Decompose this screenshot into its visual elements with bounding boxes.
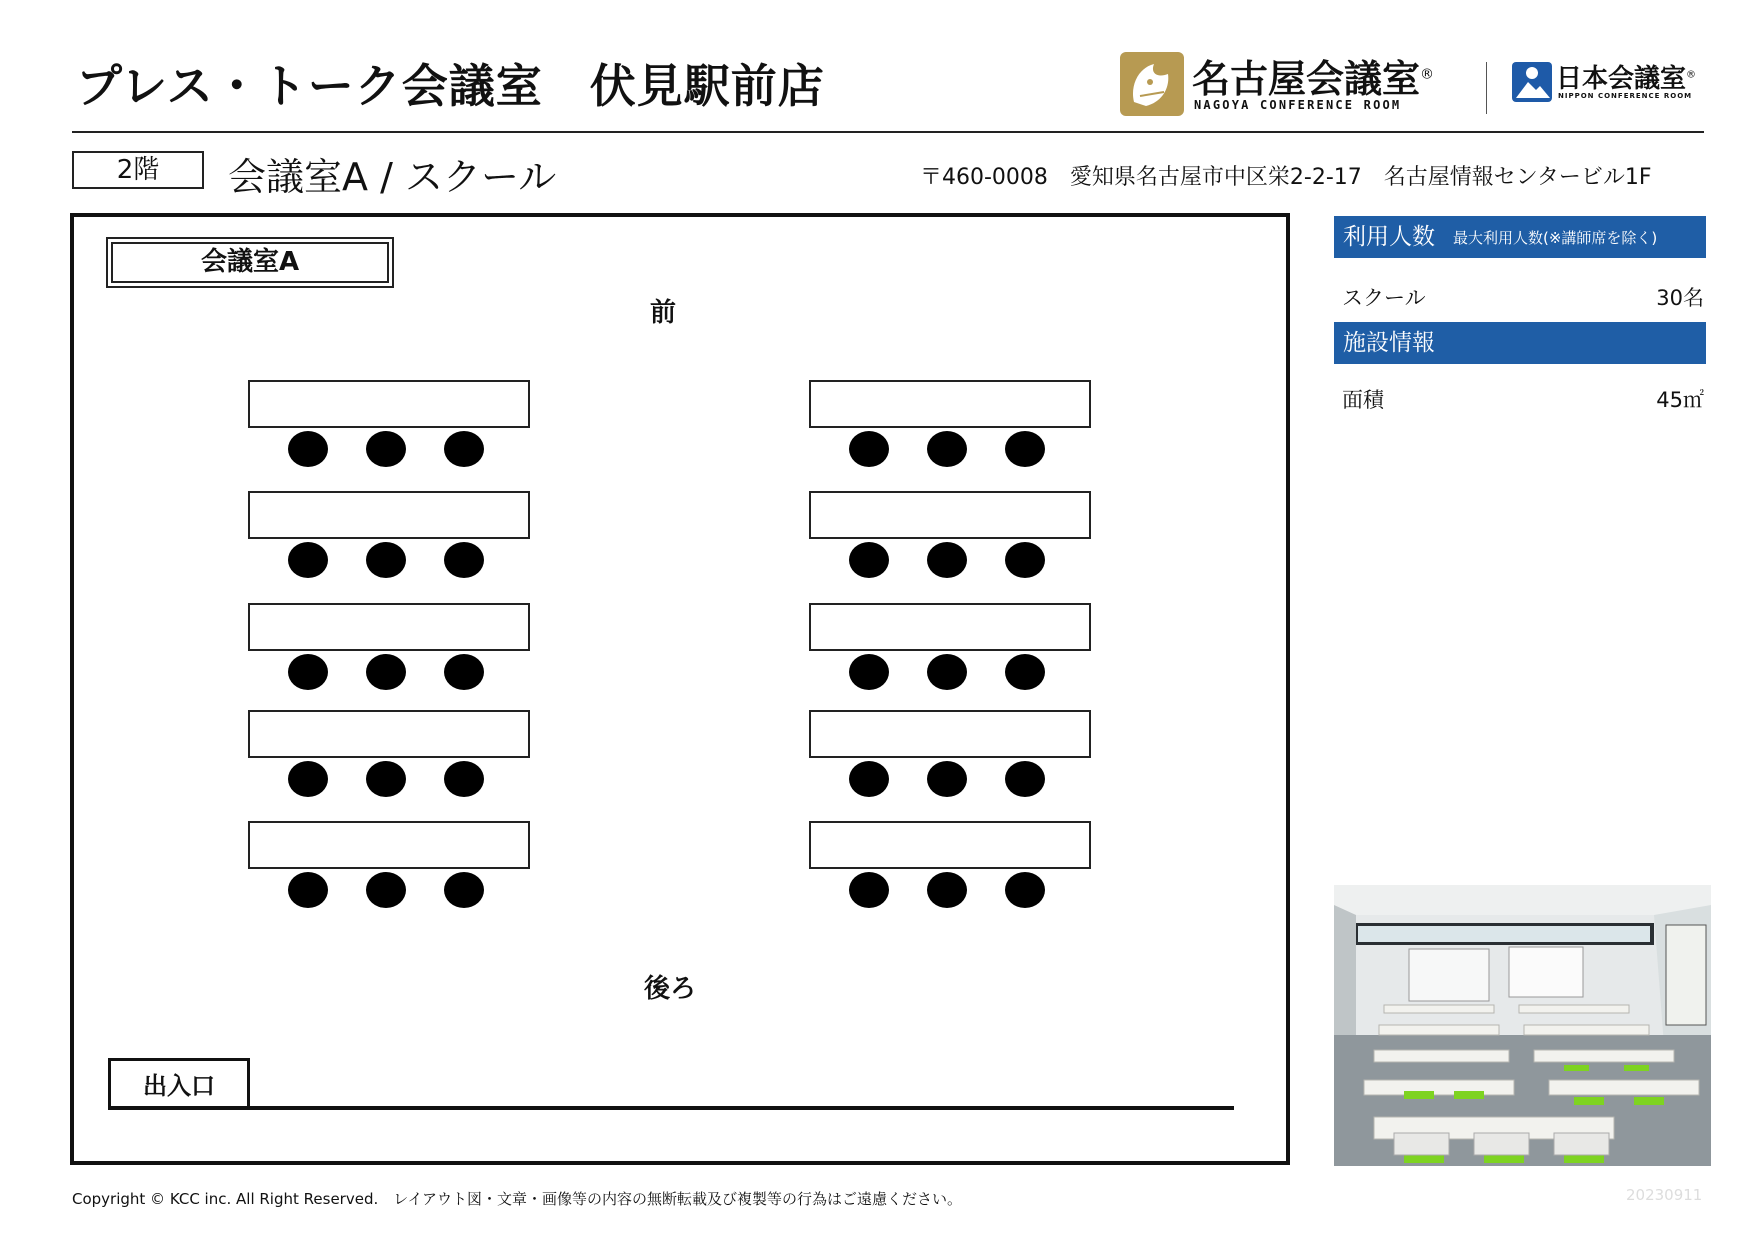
- copyright-notice: Copyright © KCC inc. All Right Reserved. レイアウト図・文章・画像等の内容の無断転載及び複製等の行為はご遠慮ください。: [72, 1190, 963, 1208]
- chair: [366, 431, 406, 467]
- nippon-conference-room-logo: [1512, 60, 1712, 108]
- chair: [1005, 761, 1045, 797]
- chair: [1005, 872, 1045, 908]
- chair: [444, 761, 484, 797]
- nagoya-logo-subtitle: NAGOYA CONFERENCE ROOM: [1194, 98, 1402, 112]
- chair: [288, 872, 328, 908]
- logo-divider: [1486, 62, 1487, 114]
- desk: [809, 491, 1091, 539]
- document-date: 20230911: [1626, 1186, 1703, 1204]
- chair: [1005, 431, 1045, 467]
- desk: [809, 380, 1091, 428]
- area-value: 45㎡: [1656, 388, 1704, 412]
- chair: [288, 431, 328, 467]
- chair: [849, 654, 889, 690]
- back-label: 後ろ: [644, 974, 697, 1004]
- room-photo: [1334, 885, 1711, 1166]
- desk: [248, 380, 530, 428]
- capacity-value: 30名: [1656, 286, 1704, 310]
- desk: [809, 710, 1091, 758]
- facility-header-label: 施設情報: [1343, 330, 1435, 356]
- chair: [366, 542, 406, 578]
- floor-plan: [70, 213, 1290, 1165]
- chair: [366, 872, 406, 908]
- desk: [809, 821, 1091, 869]
- chair: [1005, 542, 1045, 578]
- chair: [366, 761, 406, 797]
- entrance-wall: [108, 1106, 1234, 1110]
- chair: [849, 761, 889, 797]
- chair: [927, 654, 967, 690]
- chair: [927, 761, 967, 797]
- desk: [809, 603, 1091, 651]
- mountain-logo-icon: [1512, 62, 1552, 102]
- chair: [849, 542, 889, 578]
- desk: [248, 710, 530, 758]
- capacity-note: 最大利用人数(※講師席を除く): [1453, 229, 1658, 247]
- chair: [927, 872, 967, 908]
- area-label: 面積: [1342, 388, 1384, 412]
- chair: [849, 872, 889, 908]
- nippon-logo-name: 日本会議室®: [1556, 64, 1697, 94]
- nagoya-conference-room-logo: [1120, 52, 1460, 118]
- desk: [248, 603, 530, 651]
- page-title: プレス・トーク会議室 伏見駅前店: [76, 59, 825, 113]
- chair: [288, 761, 328, 797]
- chair: [444, 542, 484, 578]
- chair: [444, 431, 484, 467]
- header-divider: [72, 131, 1704, 133]
- capacity-header-label: 利用人数: [1343, 224, 1435, 250]
- chair: [927, 542, 967, 578]
- room-name-label: 会議室A: [111, 242, 389, 283]
- front-label: 前: [650, 298, 677, 328]
- room-title: 会議室A / スクール: [228, 155, 557, 199]
- facility-header: [1334, 322, 1706, 364]
- chair: [288, 654, 328, 690]
- capacity-header: [1334, 216, 1706, 258]
- chair: [1005, 654, 1045, 690]
- capacity-label: スクール: [1342, 286, 1426, 310]
- desk: [248, 821, 530, 869]
- desk: [248, 491, 530, 539]
- chair: [288, 542, 328, 578]
- chair: [444, 654, 484, 690]
- nippon-logo-subtitle: NIPPON CONFERENCE ROOM: [1558, 92, 1693, 100]
- chair: [444, 872, 484, 908]
- chair: [366, 654, 406, 690]
- shachi-logo-icon: [1120, 52, 1184, 116]
- chair: [849, 431, 889, 467]
- room-name-plate: [106, 237, 394, 288]
- floor-badge: 2階: [72, 151, 204, 189]
- entrance-label: 出入口: [108, 1058, 250, 1108]
- nagoya-logo-name: 名古屋会議室®: [1192, 57, 1435, 101]
- chair: [927, 431, 967, 467]
- address: 〒460-0008 愛知県名古屋市中区栄2-2-17 名古屋情報センタービル1F: [920, 165, 1652, 190]
